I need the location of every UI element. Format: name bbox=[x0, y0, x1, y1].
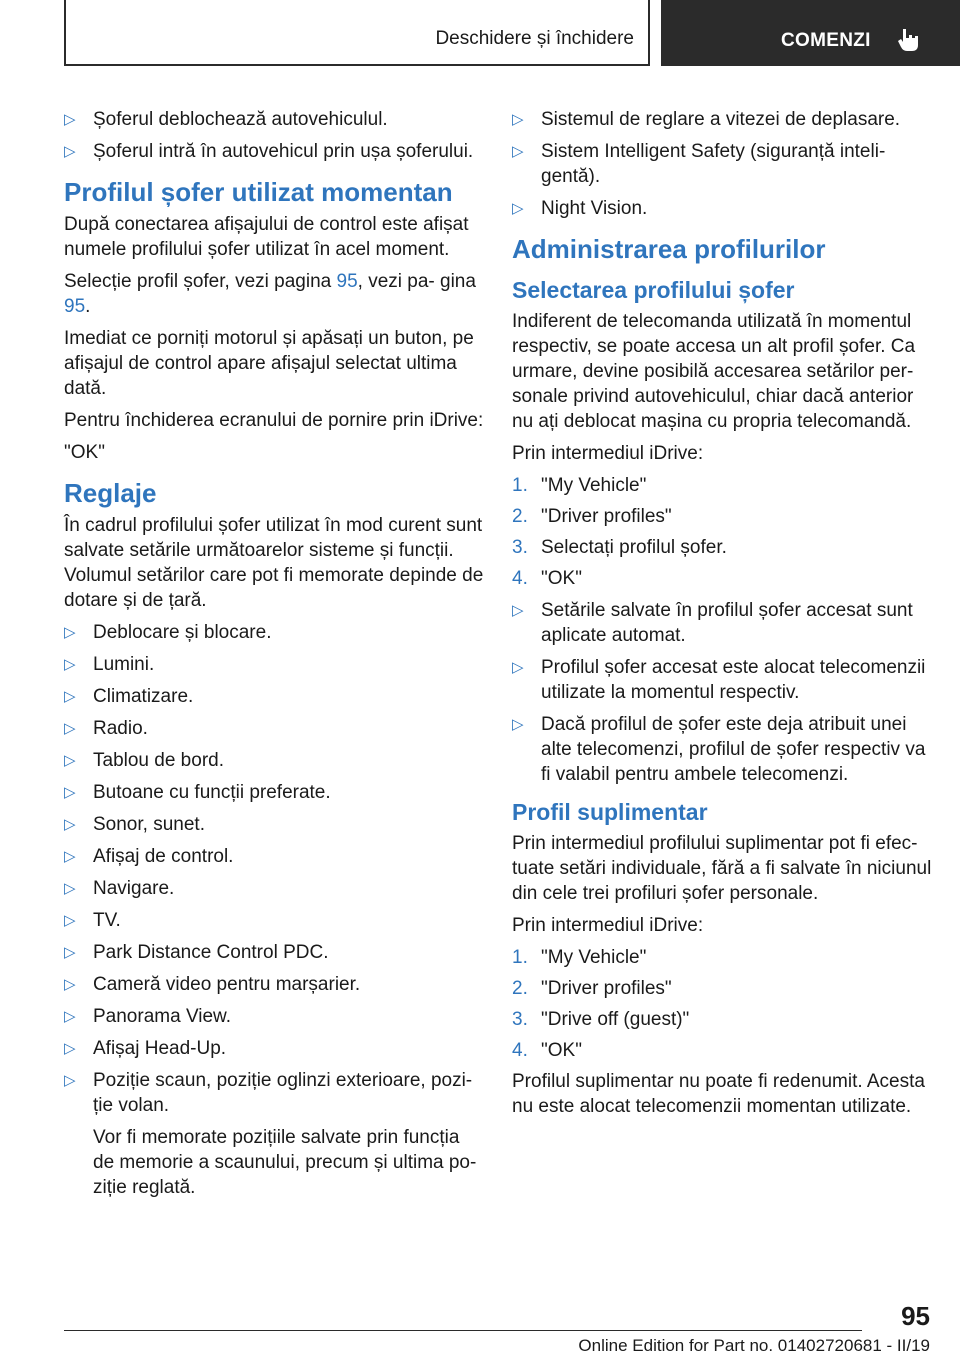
header-section-box bbox=[64, 0, 650, 66]
list-item: ▷ Sonor, sunet. bbox=[64, 814, 205, 835]
list-item: ▷ Șoferul intră în autovehicul prin ușa șoferului. bbox=[64, 141, 474, 162]
step-item: 2. "Driver profiles" bbox=[512, 506, 672, 527]
header-chapter-tab bbox=[661, 0, 960, 66]
page-link[interactable]: 95 bbox=[336, 271, 358, 292]
triangle-bullet-icon: ▷ bbox=[64, 720, 76, 737]
triangle-bullet-icon: ▷ bbox=[512, 602, 524, 619]
paragraph: După conectarea afișajului de control este afișat numele profilului șofer utilizat în acel moment. bbox=[64, 214, 469, 260]
triangle-bullet-icon: ▷ bbox=[64, 880, 76, 897]
heading-settings: Reglaje bbox=[64, 478, 157, 508]
paragraph: Profilul suplimentar nu poate fi redenumit. Acesta nu este alocat telecomenzii momentan utilizate. bbox=[512, 1071, 925, 1117]
header-chapter-title: COMENZI bbox=[781, 30, 871, 51]
list-item: ▷ Profilul șofer accesat este alocat telecomenzii utilizate la momentul respectiv. bbox=[512, 657, 926, 703]
list-item: ▷ Șoferul deblochează autovehiculul. bbox=[64, 109, 388, 130]
footer-edition: Online Edition for Part no. 01402720681 - II/19 bbox=[578, 1336, 930, 1355]
paragraph: Prin intermediul iDrive: bbox=[512, 443, 704, 464]
list-item: ▷ TV. bbox=[64, 910, 121, 931]
steps-list bbox=[512, 473, 932, 591]
heading-current-profile: Profilul șofer utilizat momentan bbox=[64, 177, 453, 207]
step-item: 1. "My Vehicle" bbox=[512, 475, 647, 496]
triangle-bullet-icon: ▷ bbox=[512, 111, 524, 128]
triangle-bullet-icon: ▷ bbox=[64, 688, 76, 705]
triangle-bullet-icon: ▷ bbox=[64, 816, 76, 833]
step-item: 3. Selectați profilul șofer. bbox=[512, 537, 727, 558]
paragraph: Pentru închiderea ecranului de pornire prin iDrive: bbox=[64, 410, 484, 431]
list-item: ▷ Deblocare și blocare. bbox=[64, 622, 272, 643]
list-item: ▷ Sistemul de reglare a vitezei de deplasare. bbox=[512, 109, 901, 130]
triangle-bullet-icon: ▷ bbox=[512, 143, 524, 160]
step-item: 4. "OK" bbox=[512, 568, 582, 589]
triangle-bullet-icon: ▷ bbox=[64, 1072, 76, 1089]
header-section-title: Deschidere și închidere bbox=[435, 28, 634, 49]
triangle-bullet-icon: ▷ bbox=[64, 912, 76, 929]
step-item: 3. "Drive off (guest)" bbox=[512, 1009, 690, 1030]
triangle-bullet-icon: ▷ bbox=[64, 656, 76, 673]
list-item: ▷ Cameră video pentru marșarier. bbox=[64, 974, 361, 995]
list-item: ▷ Setările salvate în profilul șofer accesat sunt aplicate automat. bbox=[512, 600, 913, 646]
triangle-bullet-icon: ▷ bbox=[512, 200, 524, 217]
triangle-bullet-icon: ▷ bbox=[64, 976, 76, 993]
list-item: ▷ Night Vision. bbox=[512, 198, 648, 219]
triangle-bullet-icon: ▷ bbox=[64, 944, 76, 961]
triangle-bullet-icon: ▷ bbox=[512, 716, 524, 733]
paragraph: "OK" bbox=[64, 442, 105, 463]
page-link[interactable]: 95 bbox=[64, 296, 86, 317]
step-item: 1. "My Vehicle" bbox=[512, 947, 647, 968]
steps-list bbox=[512, 945, 932, 1063]
heading-select-profile: Selectarea profilului șofer bbox=[512, 277, 795, 303]
paragraph: Prin intermediul iDrive: bbox=[512, 915, 704, 936]
triangle-bullet-icon: ▷ bbox=[512, 659, 524, 676]
settings-note: Vor fi memorate pozițiile salvate prin funcția de memorie a scaunului, precum și ultima po‐ ziție reglată. bbox=[93, 1127, 477, 1198]
list-item: ▷ Sistem Intelligent Safety (siguranță inteli‐ gentă). bbox=[512, 141, 886, 187]
list-item: ▷ Butoane cu funcții preferate. bbox=[64, 782, 331, 803]
left-column bbox=[64, 100, 484, 1207]
step-item: 4. "OK" bbox=[512, 1040, 582, 1061]
list-item: ▷ Radio. bbox=[64, 718, 148, 739]
list-item: ▷ Afișaj de control. bbox=[64, 846, 234, 867]
list-item: ▷ Afișaj Head-Up. bbox=[64, 1038, 227, 1059]
list-item: ▷ Lumini. bbox=[64, 654, 155, 675]
paragraph: Prin intermediul profilului suplimentar pot fi efec‐ tuate setări individuale, fără a fi salvate în niciunul din cele trei profiluri șofer personale. bbox=[512, 833, 932, 904]
triangle-bullet-icon: ▷ bbox=[64, 1008, 76, 1025]
list-item: ▷ Tablou de bord. bbox=[64, 750, 224, 771]
triangle-bullet-icon: ▷ bbox=[64, 784, 76, 801]
triangle-bullet-icon: ▷ bbox=[64, 752, 76, 769]
triangle-bullet-icon: ▷ bbox=[64, 848, 76, 865]
list-item: ▷ Park Distance Control PDC. bbox=[64, 942, 329, 963]
step-item: 2. "Driver profiles" bbox=[512, 978, 672, 999]
list-item: ▷ Panorama View. bbox=[64, 1006, 232, 1027]
paragraph: În cadrul profilului șofer utilizat în mod curent sunt salvate setările următoarelor sisteme și funcții. Volumul setărilor care pot fi memorate depinde de dotare și de țară. bbox=[64, 515, 484, 611]
settings-list bbox=[64, 620, 484, 1118]
triangle-bullet-icon: ▷ bbox=[64, 624, 76, 641]
page-number: 95 bbox=[901, 1301, 930, 1331]
triangle-bullet-icon: ▷ bbox=[64, 143, 76, 160]
hand-pointer-icon bbox=[895, 26, 923, 54]
paragraph: Indiferent de telecomanda utilizată în momentul respectiv, se poate accesa un alt profil șofer. Ca urmare, devine posibilă accesarea setărilor per‐ sonale privind autovehiculul, chiar dacă anterior nu ați deblocat mașina cu propria telecomandă. bbox=[512, 311, 916, 432]
list-item: ▷ Climatizare. bbox=[64, 686, 194, 707]
paragraph-page-refs: Selecție profil șofer, vezi pagina 95, vezi pa‐ gina 95. bbox=[64, 271, 476, 317]
footer-divider bbox=[64, 1330, 862, 1331]
list-item: ▷ Poziție scaun, poziție oglinzi exterioare, pozi‐ ție volan. bbox=[64, 1070, 473, 1116]
triangle-bullet-icon: ▷ bbox=[64, 111, 76, 128]
heading-profile-admin: Administrarea profilurilor bbox=[512, 234, 826, 264]
paragraph: Imediat ce porniți motorul și apăsați un buton, pe afișajul de control apare afișajul selectat ultima dată. bbox=[64, 328, 474, 399]
heading-guest-profile: Profil suplimentar bbox=[512, 799, 708, 825]
triangle-bullet-icon: ▷ bbox=[64, 1040, 76, 1057]
right-column bbox=[512, 100, 932, 1126]
list-item: ▷ Dacă profilul de șofer este deja atribuit unei alte telecomenzi, profilul de șofer respectiv va fi valabil pentru ambele telecomenzi. bbox=[512, 714, 926, 785]
list-item: ▷ Navigare. bbox=[64, 878, 175, 899]
